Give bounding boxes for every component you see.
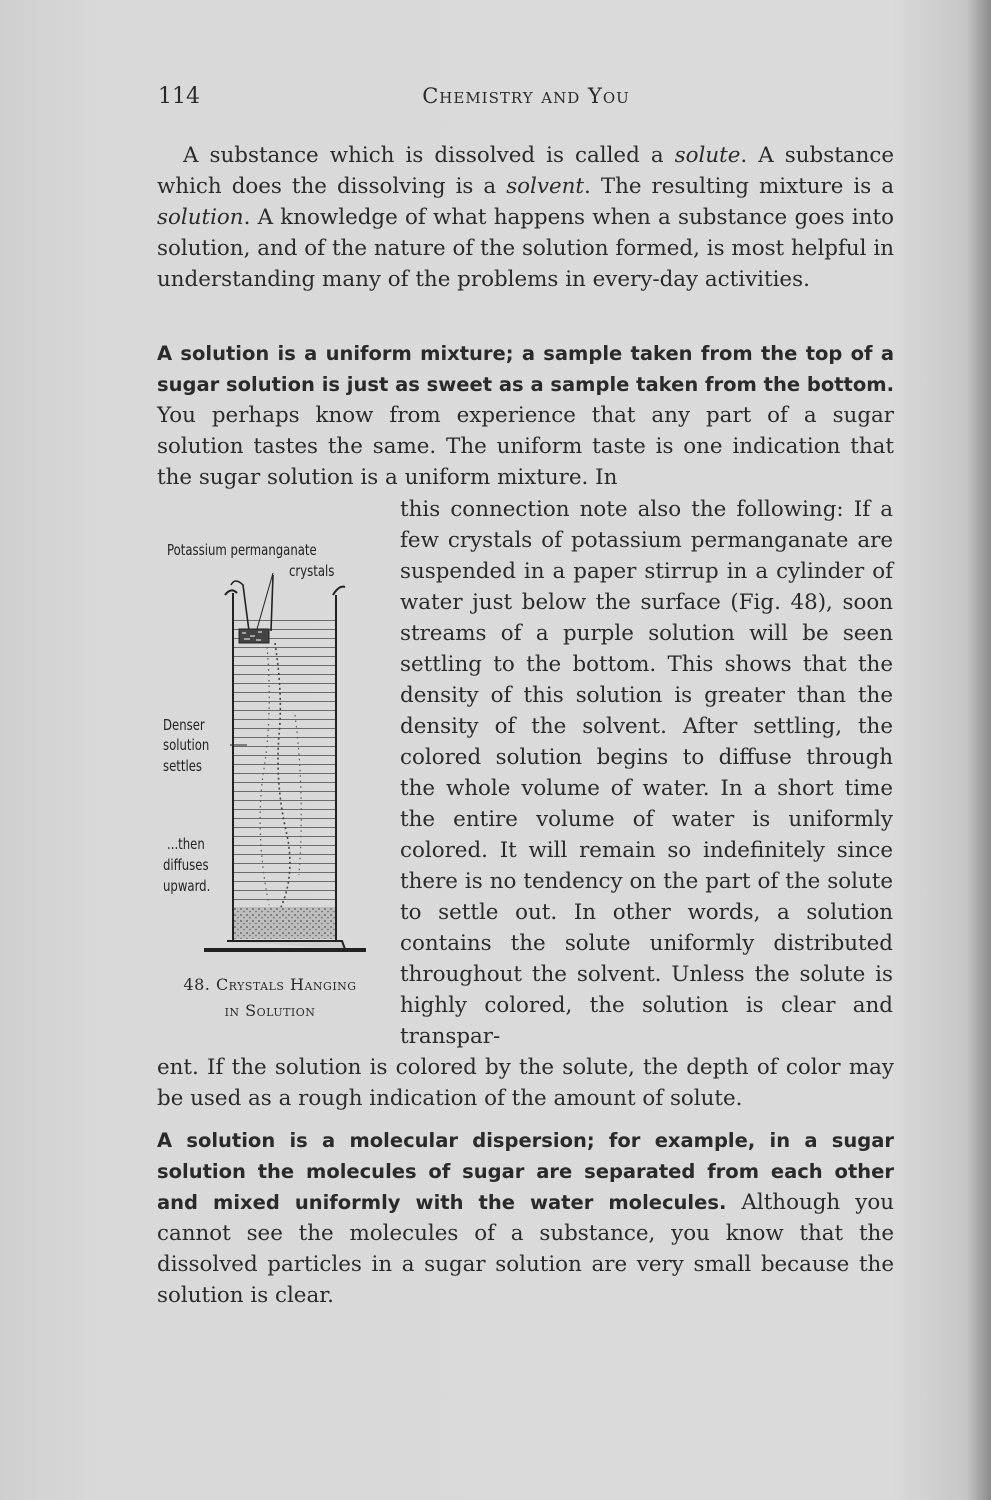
figure-caption bbox=[155, 972, 385, 1024]
para2-bold-lead: A solution is a uniform mixture; a sample taken from the top of a sugar solution is just as sweet as a sample taken from the bottom. bbox=[157, 342, 894, 396]
paragraph-1 bbox=[157, 140, 894, 295]
label-then: ...then bbox=[167, 835, 205, 853]
figure-48 bbox=[155, 535, 385, 1025]
wrap-text: this connection note also the following: If a few crystals of potassium permanganate are suspended in a paper stirrup in a cylinder of water just below the surface (Fig. 48), soon streams of a purple solution will be seen settling to the bottom. This shows that the density of this solution is greater than the density of the solvent. After settling, the colored solution begins to diffuse through the whole volume of water. In a short time the entire volume of water is uniformly colored. It will remain so indefinitely since there is no tendency on the part of the solute to settle out. In other words, a solution contains the solute uniformly distributed throughout the solvent. Unless the solute is highly colored, the solution is clear and transpar- bbox=[400, 497, 893, 1049]
cylinder-base bbox=[205, 941, 365, 951]
sediment-layer bbox=[233, 907, 336, 939]
page-number: 114 bbox=[158, 84, 200, 109]
caption-line-1: 48. Crystals Hanging bbox=[183, 975, 357, 994]
paragraph-3 bbox=[157, 1125, 894, 1311]
caption-line-2: in Solution bbox=[224, 1001, 316, 1020]
para3-text: Although you cannot see the molecules of a substance, you know that the dissolved particles in a sugar solution are very small because the solution is clear. bbox=[157, 1190, 894, 1308]
para2-end-text: ent. If the solution is colored by the solute, the depth of color may be used as a rough indication of the amount of solute. bbox=[157, 1055, 894, 1111]
wrap-paragraph bbox=[400, 494, 893, 1052]
para2-text: You perhaps know from experience that any part of a sugar solution tastes the same. The uniform taste is one indication that the sugar solution is a uniform mixture. In bbox=[157, 403, 894, 490]
water-column bbox=[233, 617, 336, 907]
running-title: Chemistry and You bbox=[422, 84, 630, 108]
paragraph-2-end bbox=[157, 1052, 894, 1114]
paragraph-2 bbox=[157, 338, 894, 493]
label-potassium-permanganate: Potassium permanganate bbox=[167, 541, 317, 559]
term-solution: solution bbox=[157, 205, 244, 230]
label-settles: settles bbox=[163, 757, 203, 775]
label-solution: solution bbox=[163, 736, 210, 754]
label-diffuses: diffuses bbox=[163, 856, 209, 874]
para1-text-4: . A knowledge of what happens when a substance goes into solution, and of the nature of the solution formed, is most helpful in understanding many of the problems in every-day activities. bbox=[157, 205, 894, 292]
page-edge-shadow bbox=[969, 0, 991, 1500]
term-solvent: solvent bbox=[506, 174, 585, 199]
para1-text-1: A substance which is dissolved is called a bbox=[183, 143, 675, 168]
para3-bold-lead: A solution is a molecular dispersion; for example, in a sugar solution the molecules of sugar are separated from each other and mixed uniformly with the water molecules. bbox=[157, 1129, 894, 1214]
term-solute: solute bbox=[674, 143, 741, 168]
para1-text-2: . A substance which does the dissolving is a bbox=[157, 143, 894, 199]
label-upward: upward. bbox=[163, 877, 211, 895]
page-header bbox=[158, 84, 894, 114]
para1-text-3: . The resulting mixture is a bbox=[584, 174, 894, 199]
label-denser: Denser bbox=[163, 716, 205, 734]
label-crystals: crystals bbox=[289, 562, 335, 580]
